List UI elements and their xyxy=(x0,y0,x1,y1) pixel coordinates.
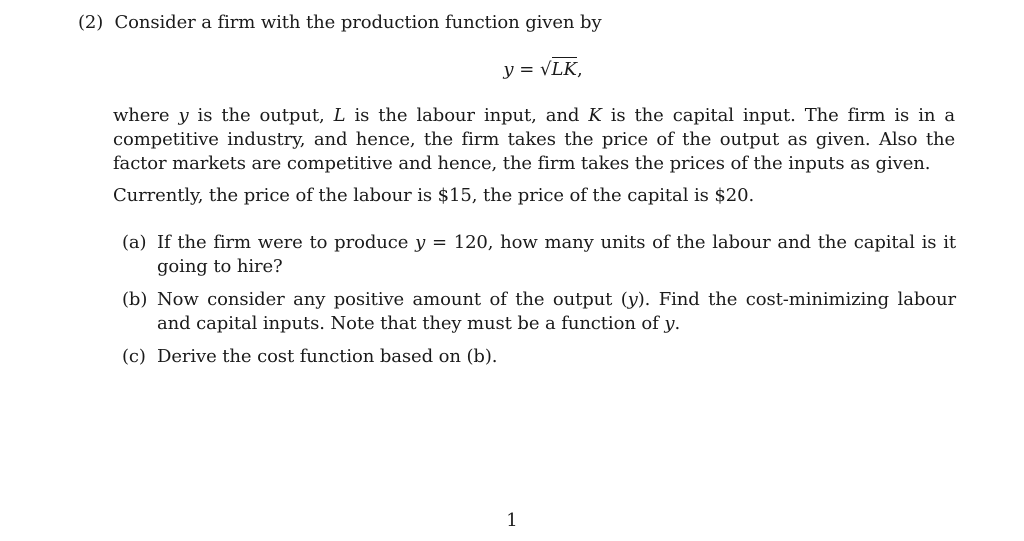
variable-y: y xyxy=(627,289,638,310)
sub-question-c-label: (c) xyxy=(122,346,146,367)
paragraph1-text-3: is the labour input, and xyxy=(345,105,589,126)
sub-question-a-label: (a) xyxy=(122,232,147,253)
sub-question-c-text-1: Derive the cost function based on (b). xyxy=(157,346,498,367)
sub-question-b-text-3: . xyxy=(674,313,681,334)
sub-question-b-body xyxy=(157,288,956,336)
paragraph1-text-2: is the output, xyxy=(188,105,334,126)
sub-question-a-text-1: If the firm were to produce xyxy=(157,232,416,253)
variable-k: K xyxy=(588,105,602,126)
question-intro: Consider a firm with the production function given by xyxy=(114,12,602,33)
sub-question-a-body xyxy=(157,231,956,279)
sub-question-c xyxy=(122,345,956,369)
variable-y: y xyxy=(664,313,675,334)
sub-question-b-text-1: Now consider any positive amount of the output ( xyxy=(157,289,628,310)
variable-y: y xyxy=(178,105,189,126)
question-number: (2) xyxy=(78,12,104,33)
question-header xyxy=(78,11,978,35)
variable-l: L xyxy=(333,105,346,126)
sub-question-a xyxy=(122,231,956,279)
sub-question-b xyxy=(122,288,956,336)
sub-question-a-text-2: = 120, how many units of the labour and the capital is it going to hire? xyxy=(157,232,957,277)
sub-question-b-text-2: ). Find the cost-minimizing labour and capital inputs. Note that they must be a function of xyxy=(157,289,956,334)
equation-operator: = xyxy=(519,59,535,80)
sub-question-c-body xyxy=(157,345,956,369)
equation-radicand: LK xyxy=(551,59,577,80)
page-number: 1 xyxy=(506,510,518,531)
radical-sign: √ xyxy=(540,59,552,80)
sub-question-b-label: (b) xyxy=(122,289,148,310)
variable-y: y xyxy=(415,232,426,253)
equation-trailing: , xyxy=(576,59,583,80)
production-function-equation xyxy=(0,58,1024,82)
prices-paragraph: Currently, the price of the labour is $15, the price of the capital is $20. xyxy=(113,185,755,206)
paragraph1-text-1: where xyxy=(113,105,179,126)
equation-lhs: y xyxy=(503,59,514,80)
description-paragraph xyxy=(113,104,955,176)
paragraph1-text-4: is the capital input. The firm is in a competitive industry, and hence, the firm takes the price of the output as given. Also the factor markets are competitive and hence, the firm takes the prices of the inputs as given. xyxy=(113,105,956,174)
